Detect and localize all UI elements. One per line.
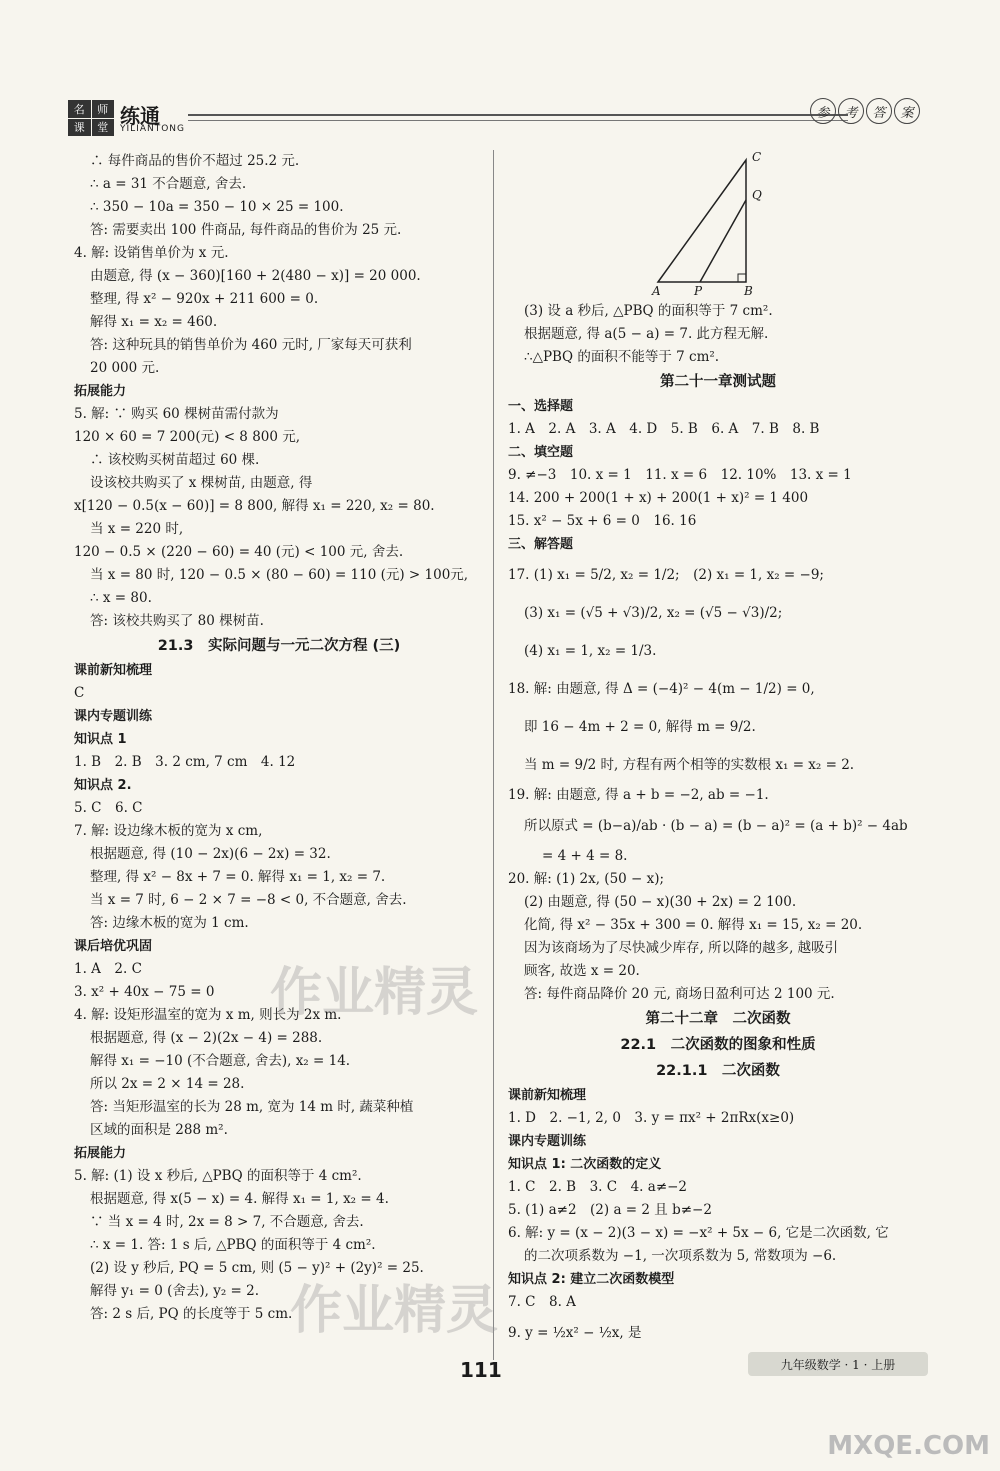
answer-badge: 参 考 答 案: [810, 98, 920, 124]
answer-line: = 4 + 4 = 8.: [542, 848, 628, 864]
answer-line: 1. C 2. B 3. C 4. a≠−2: [508, 1179, 688, 1195]
answer-line: 1. A 2. C: [74, 961, 142, 977]
answer-line: (4) x₁ = 1, x₂ = 1/3.: [524, 643, 657, 659]
watermark: 作业精灵: [290, 1281, 499, 1341]
label-p: P: [694, 284, 703, 298]
answer-line: 知识点 1: [74, 732, 127, 747]
answer-line: ∴ x = 1. 答: 1 s 后, △PBQ 的面积等于 4 cm².: [90, 1237, 376, 1253]
answer-line: 解得 x₁ = −10 (不合题意, 舍去), x₂ = 14.: [90, 1053, 351, 1069]
answer-line: (2) 由题意, 得 (50 − x)(30 + 2x) = 2 100.: [524, 894, 797, 910]
brand-subtitle: YILIANTONG: [120, 124, 185, 134]
answer-line: 5. C 6. C: [74, 800, 143, 816]
answer-line: 答: 边缘木板的宽为 1 cm.: [90, 915, 249, 931]
answer-line: 1. B 2. B 3. 2 cm, 7 cm 4. 12: [74, 754, 296, 770]
answer-line: ∴△PBQ 的面积不能等于 7 cm².: [524, 349, 720, 365]
answer-line: 5. (1) a≠2 (2) a = 2 且 b≠−2: [508, 1202, 712, 1218]
answer-line: 根据题意, 得 a(5 − a) = 7. 此方程无解.: [524, 326, 769, 342]
answer-line: 课内专题训练: [508, 1134, 587, 1149]
answer-line: 答: 该校共购买了 80 棵树苗.: [90, 613, 264, 629]
left-column: [74, 150, 484, 1326]
answer-line: (3) 设 a 秒后, △PBQ 的面积等于 7 cm².: [524, 303, 773, 319]
answer-line: 答: 2 s 后, PQ 的长度等于 5 cm.: [90, 1306, 293, 1322]
answer-line: 5. 解: (1) 设 x 秒后, △PBQ 的面积等于 4 cm².: [74, 1168, 362, 1184]
answer-line: 4. 解: 设销售单价为 x 元.: [74, 245, 229, 261]
answer-line: 14. 200 + 200(1 + x) + 200(1 + x)² = 1 400: [508, 490, 809, 506]
answer-line: 三、解答题: [508, 537, 574, 552]
page-header: [68, 96, 920, 140]
answer-line: 18. 解: 由题意, 得 Δ = (−4)² − 4(m − 1/2) = 0,: [508, 681, 815, 697]
answer-line: 课内专题训练: [74, 709, 153, 724]
answer-line: 根据题意, 得 x(5 − x) = 4. 解得 x₁ = 1, x₂ = 4.: [90, 1191, 389, 1207]
answer-line: 当 x = 7 时, 6 − 2 × 7 = −8 < 0, 不合题意, 舍去.: [90, 892, 407, 908]
answer-line: 课前新知梳理: [508, 1088, 587, 1103]
answer-line: 20 000 元.: [90, 360, 160, 376]
answer-line: 7. C 8. A: [508, 1294, 576, 1310]
answer-line: 的二次项系数为 −1, 一次项系数为 5, 常数项为 −6.: [524, 1248, 837, 1264]
answer-line: 22.1.1 二次函数: [656, 1063, 780, 1079]
answer-line: 当 x = 220 时,: [90, 521, 184, 537]
watermark: 作业精灵: [270, 963, 479, 1023]
answer-line: 所以 2x = 2 × 14 = 28.: [90, 1076, 245, 1092]
triangle-figure: [508, 150, 928, 300]
header-rule: [188, 114, 848, 116]
answer-line: 解得 x₁ = x₂ = 460.: [90, 314, 218, 330]
answer-line: x[120 − 0.5(x − 60)] = 8 800, 解得 x₁ = 220, x₂ = 80.: [74, 498, 435, 514]
answer-line: 9. ≠−3 10. x = 1 11. x = 6 12. 10% 13. x = 1: [508, 467, 852, 483]
answer-line: 设该校共购买了 x 棵树苗, 由题意, 得: [90, 475, 313, 491]
answer-line: 区域的面积是 288 m².: [90, 1122, 228, 1138]
column-divider: [493, 150, 494, 1360]
answer-line: 第二十二章 二次函数: [645, 1011, 791, 1027]
answer-line: 15. x² − 5x + 6 = 0 16. 16: [508, 513, 697, 529]
answer-line: 1. A 2. A 3. A 4. D 5. B 6. A 7. B 8. B: [508, 421, 820, 437]
brand-title: 练通: [120, 104, 160, 128]
answer-line: 答: 需要卖出 100 件商品, 每件商品的售价为 25 元.: [90, 222, 402, 238]
answer-line: 17. (1) x₁ = 5/2, x₂ = 1/2; (2) x₁ = 1, x₂ = −9;: [508, 567, 824, 583]
answer-line: 整理, 得 x² − 8x + 7 = 0. 解得 x₁ = 1, x₂ = 7.: [90, 869, 386, 885]
answer-line: 9. y = ½x² − ½x, 是: [508, 1325, 642, 1341]
answer-line: 当 m = 9/2 时, 方程有两个相等的实数根 x₁ = x₂ = 2.: [524, 757, 855, 773]
answer-line: 22.1 二次函数的图象和性质: [620, 1037, 816, 1053]
answer-line: 20. 解: (1) 2x, (50 − x);: [508, 871, 665, 887]
answer-line: 顾客, 故选 x = 20.: [524, 963, 640, 979]
answer-line: 由题意, 得 (x − 360)[160 + 2(480 − x)] = 20 000.: [90, 268, 421, 284]
answer-line: 4. 解: 设矩形温室的宽为 x m, 则长为 2x m.: [74, 1007, 342, 1023]
answer-line: 第二十一章测试题: [660, 374, 776, 390]
answer-line: 知识点 2: 建立二次函数模型: [508, 1272, 675, 1287]
publisher-logo: 名 师 课 堂: [68, 100, 114, 136]
answer-line: (3) x₁ = (√5 + √3)/2, x₂ = (√5 − √3)/2;: [524, 605, 783, 621]
answer-line: (2) 设 y 秒后, PQ = 5 cm, 则 (5 − y)² + (2y)² = 25.: [90, 1260, 424, 1276]
answer-line: 知识点 2.: [74, 778, 132, 793]
label-b: B: [744, 284, 753, 298]
answer-line: 答: 每件商品降价 20 元, 商场日盈利可达 2 100 元.: [524, 986, 835, 1002]
answer-line: ∴ 350 − 10a = 350 − 10 × 25 = 100.: [90, 199, 344, 215]
triangle-diagram: [508, 150, 928, 300]
answer-line: ∴ x = 80.: [90, 590, 152, 606]
answer-line: 120 − 0.5 × (220 − 60) = 40 (元) < 100 元, 舍去.: [74, 544, 404, 560]
answer-line: ∴ 每件商品的售价不超过 25.2 元.: [90, 153, 300, 169]
answer-line: 解得 y₁ = 0 (舍去), y₂ = 2.: [90, 1283, 260, 1299]
answer-line: 1. D 2. −1, 2, 0 3. y = πx² + 2πRx(x≥0): [508, 1110, 795, 1126]
page-number: 111: [460, 1358, 502, 1382]
label-c: C: [752, 150, 762, 164]
answer-line: C: [74, 685, 85, 701]
answer-line: 即 16 − 4m + 2 = 0, 解得 m = 9/2.: [524, 719, 756, 735]
answer-line: 知识点 1: 二次函数的定义: [508, 1157, 662, 1172]
answer-line: ∵ 当 x = 4 时, 2x = 8 > 7, 不合题意, 舍去.: [90, 1214, 364, 1230]
answer-line: 因为该商场为了尽快减少库存, 所以降的越多, 越吸引: [524, 940, 839, 956]
answer-line: 拓展能力: [74, 1146, 127, 1161]
answer-line: 当 x = 80 时, 120 − 0.5 × (80 − 60) = 110 (元) > 100元,: [90, 567, 469, 583]
answer-line: 课后培优巩固: [74, 939, 153, 954]
answer-line: 根据题意, 得 (x − 2)(2x − 4) = 288.: [90, 1030, 323, 1046]
answer-line: ∴ 该校购买树苗超过 60 棵.: [90, 452, 260, 468]
answer-line: 整理, 得 x² − 920x + 211 600 = 0.: [90, 291, 319, 307]
answer-line: 课前新知梳理: [74, 663, 153, 678]
answer-line: 6. 解: y = (x − 2)(3 − x) = −x² + 5x − 6, 它是二次函数, 它: [508, 1225, 889, 1241]
answer-line: 5. 解: ∵ 购买 60 棵树苗需付款为: [74, 406, 279, 422]
book-label: 九年级数学 · 1 · 上册: [748, 1352, 928, 1376]
answer-line: 一、选择题: [508, 399, 574, 414]
answer-line: 拓展能力: [74, 384, 127, 399]
right-text: [508, 300, 928, 1352]
answer-line: 答: 这种玩具的销售单价为 460 元时, 厂家每天可获利: [90, 337, 412, 353]
header-rule-thin: [188, 120, 848, 121]
answer-line: 19. 解: 由题意, 得 a + b = −2, ab = −1.: [508, 787, 769, 803]
answer-line: 化简, 得 x² − 35x + 300 = 0. 解得 x₁ = 15, x₂ = 20.: [524, 917, 863, 933]
right-column: [508, 150, 928, 1352]
answer-line: 3. x² + 40x − 75 = 0: [74, 984, 215, 1000]
answer-line: 7. 解: 设边缘木板的宽为 x cm,: [74, 823, 263, 839]
answer-line: 21.3 实际问题与一元二次方程 (三): [157, 638, 401, 654]
answer-line: 120 × 60 = 7 200(元) < 8 800 元,: [74, 429, 301, 445]
label-q: Q: [752, 188, 762, 202]
answer-line: 答: 当矩形温室的长为 28 m, 宽为 14 m 时, 蔬菜种植: [90, 1099, 414, 1115]
site-watermark: MXQE.COM: [827, 1431, 990, 1461]
answer-line: 所以原式 = (b−a)/ab · (b − a) = (b − a)² = (a + b)² − 4ab: [524, 818, 908, 834]
answer-line: 根据题意, 得 (10 − 2x)(6 − 2x) = 32.: [90, 846, 331, 862]
answer-line: ∴ a = 31 不合题意, 舍去.: [90, 176, 247, 192]
label-a: A: [652, 284, 661, 298]
answer-line: 二、填空题: [508, 445, 574, 460]
